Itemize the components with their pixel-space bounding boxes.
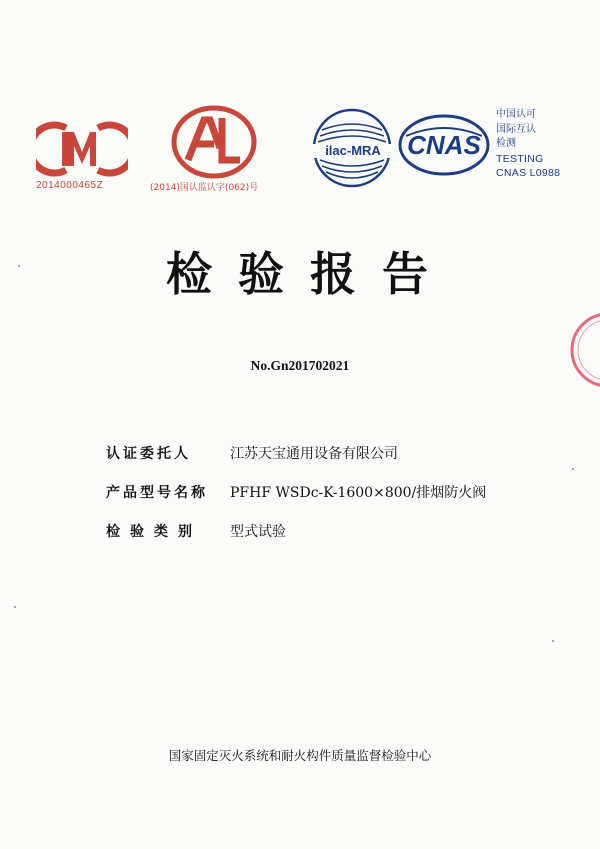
cal-certificate-code: (2014)国认监认字(062)号 <box>150 183 259 193</box>
field-label: 认证委托人 <box>106 446 191 462</box>
field-value: PFHF WSDc-K-1600×800/排烟防火阀 <box>230 485 487 501</box>
report-title: 检验报告 <box>166 247 454 301</box>
ilac-mra-logo-icon <box>306 108 400 190</box>
cnas-logo-text: CNAS <box>407 130 481 160</box>
info-row-client <box>106 443 398 463</box>
ilac-mra-logo-text: ilac-MRA <box>325 143 381 158</box>
scan-speck <box>572 468 574 470</box>
cma-logo-icon <box>36 118 128 180</box>
scan-speck <box>14 606 16 608</box>
cnas-line: 检测 <box>496 138 516 149</box>
cnas-line: CNAS L0988 <box>496 167 561 179</box>
scan-speck <box>552 640 554 642</box>
field-label: 产品型号名称 <box>106 485 208 501</box>
cnas-accreditation-text <box>496 108 560 181</box>
report-number: No.Gn201702021 <box>250 358 350 373</box>
issuing-organization: 国家固定灭火系统和耐火构件质量监督检验中心 <box>168 748 432 763</box>
info-row-test-type <box>106 521 286 541</box>
seal-stamp-icon <box>568 310 600 390</box>
info-row-product <box>106 482 486 502</box>
cnas-line: TESTING <box>496 152 544 165</box>
scan-speck <box>18 265 20 267</box>
cnas-line: 国际互认 <box>496 123 536 135</box>
cnas-line: 中国认可 <box>496 109 536 120</box>
cma-certificate-code: 2014000465Z <box>36 180 104 191</box>
cal-logo-icon <box>170 104 258 180</box>
field-label: 检验类别 <box>106 524 202 540</box>
cnas-logo-icon <box>398 114 490 176</box>
field-value: 型式试验 <box>230 524 286 540</box>
field-value: 江苏天宝通用设备有限公司 <box>230 446 398 462</box>
